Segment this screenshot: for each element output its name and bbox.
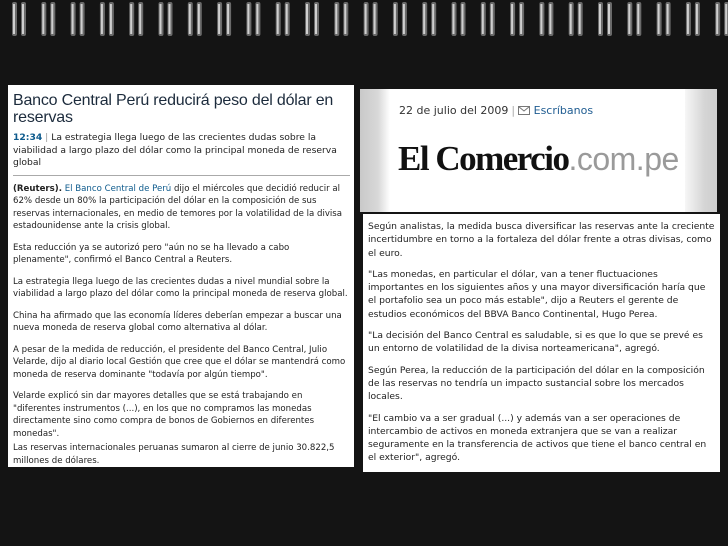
el-comercio-logo bbox=[398, 139, 679, 179]
paragraph: "El cambio va a ser gradual (...) y además van a ser operaciones de intercambio de activos en moneda extranjera que se van a realizar seguramente en la transferencia de activos que tiene el banco central en el exterior", agregó. bbox=[368, 412, 707, 464]
paragraph: "La decisión del Banco Central es saludable, si es que lo que se prevé es un entorno de volatilidad de la divisa norteamericana", agregó. bbox=[368, 330, 703, 355]
news-clipping-continued bbox=[363, 214, 720, 472]
news-clipping-reuters bbox=[8, 85, 354, 467]
article-time: 12:34 bbox=[13, 132, 43, 143]
paragraph: Según Perea, la reducción de la participación del dólar en la composición de las reservas no tendría un impacto sustancial sobre los mercados locales. bbox=[368, 364, 705, 403]
paragraph: "Las monedas, en particular el dólar, van a tener fluctuaciones importantes en los siguientes años y una mayor diversificación haría que el portafolio sea un poco más estable", dijo a Reuters el gerente de estudios económicos del BBVA Banco Continental, Hugo Perea. bbox=[368, 268, 706, 320]
binder-ring bbox=[569, 2, 583, 36]
binder-rings bbox=[0, 0, 728, 40]
binder-ring bbox=[217, 2, 231, 36]
binder-ring bbox=[627, 2, 641, 36]
paragraph: Las reservas internacionales peruanas sumaron al cierre de junio 30.822,5 millones de dólares. bbox=[13, 443, 335, 466]
paragraph bbox=[13, 183, 350, 233]
binder-ring bbox=[598, 2, 612, 36]
binder-ring bbox=[41, 2, 55, 36]
logo-brand: El Comercio bbox=[398, 139, 569, 178]
separator: | bbox=[45, 132, 49, 143]
binder-ring bbox=[129, 2, 143, 36]
envelope-icon bbox=[518, 106, 530, 115]
logo-domain: .com.pe bbox=[568, 141, 679, 177]
banco-central-link[interactable]: El Banco Central de Perú bbox=[64, 183, 172, 194]
paragraph: A pesar de la medida de reducción, el presidente del Banco Central, Julio Velarde, dijo al diario local Gestión que cree que el dólar se mantendrá como moneda de reserva dominante "todavía por algún tiempo". bbox=[13, 344, 346, 380]
binder-ring bbox=[276, 2, 290, 36]
separator: | bbox=[511, 104, 516, 117]
article-summary bbox=[13, 132, 350, 176]
binder-ring bbox=[452, 2, 466, 36]
header-panel bbox=[390, 89, 685, 212]
binder-ring bbox=[159, 2, 173, 36]
escribanos-link[interactable]: Escríbanos bbox=[533, 104, 594, 117]
binder-ring bbox=[100, 2, 114, 36]
binder-ring bbox=[686, 2, 700, 36]
paragraph: Velarde explicó sin dar mayores detalles que se está trabajando en "diferentes instrumentos (...), en los que no compramos las monedas directamente sino como compra de bonos de Gobiernos en diferentes monedas". bbox=[13, 391, 315, 439]
paragraph-text: dijo el miércoles que decidió reducir al 62% desde un 80% la participación del dólar en la composición de sus reservas internacionales, en medio de temores por la volatilidad de la divisa estadounidense ante la crisis global. bbox=[13, 183, 343, 231]
binder-ring bbox=[422, 2, 436, 36]
binder-ring bbox=[12, 2, 26, 36]
source-label: (Reuters). bbox=[13, 183, 62, 194]
paragraph: Esta reducción ya se autorizó pero "aún no se ha llevado a cabo plenamente", confirmó el Banco Central a Reuters. bbox=[13, 242, 290, 265]
binder-ring bbox=[393, 2, 407, 36]
binder-ring bbox=[539, 2, 553, 36]
binder-ring bbox=[364, 2, 378, 36]
binder-ring bbox=[481, 2, 495, 36]
binder-ring bbox=[510, 2, 524, 36]
newspaper-header-clipping bbox=[360, 89, 717, 212]
binder-ring bbox=[246, 2, 260, 36]
binder-ring bbox=[305, 2, 319, 36]
date-line bbox=[399, 104, 593, 117]
article-summary-text: La estrategia llega luego de las crecientes dudas sobre la viabilidad a largo plazo del dólar como la principal moneda de reserva global bbox=[13, 132, 337, 168]
binder-ring bbox=[334, 2, 348, 36]
binder-ring bbox=[71, 2, 85, 36]
paragraph: Según analistas, la medida busca diversificar las reservas ante la creciente incertidumbre en torno a la fortaleza del dólar frente a otras divisas, como el euro. bbox=[368, 221, 715, 259]
paragraph: La estrategia llega luego de las crecientes dudas a nivel mundial sobre la viabilidad a largo plazo del dólar como la principal moneda de reserva global. bbox=[13, 276, 348, 299]
paragraph: China ha afirmado que las economía líderes deberían empezar a buscar una nueva moneda de reserva global como alternativa al dólar. bbox=[13, 310, 342, 333]
binder-ring bbox=[657, 2, 671, 36]
publication-date: 22 de julio del 2009 bbox=[399, 104, 509, 117]
binder-ring bbox=[715, 2, 728, 36]
binder-ring bbox=[188, 2, 202, 36]
article-headline: Banco Central Perú reducirá peso del dólar en reservas bbox=[13, 92, 334, 126]
